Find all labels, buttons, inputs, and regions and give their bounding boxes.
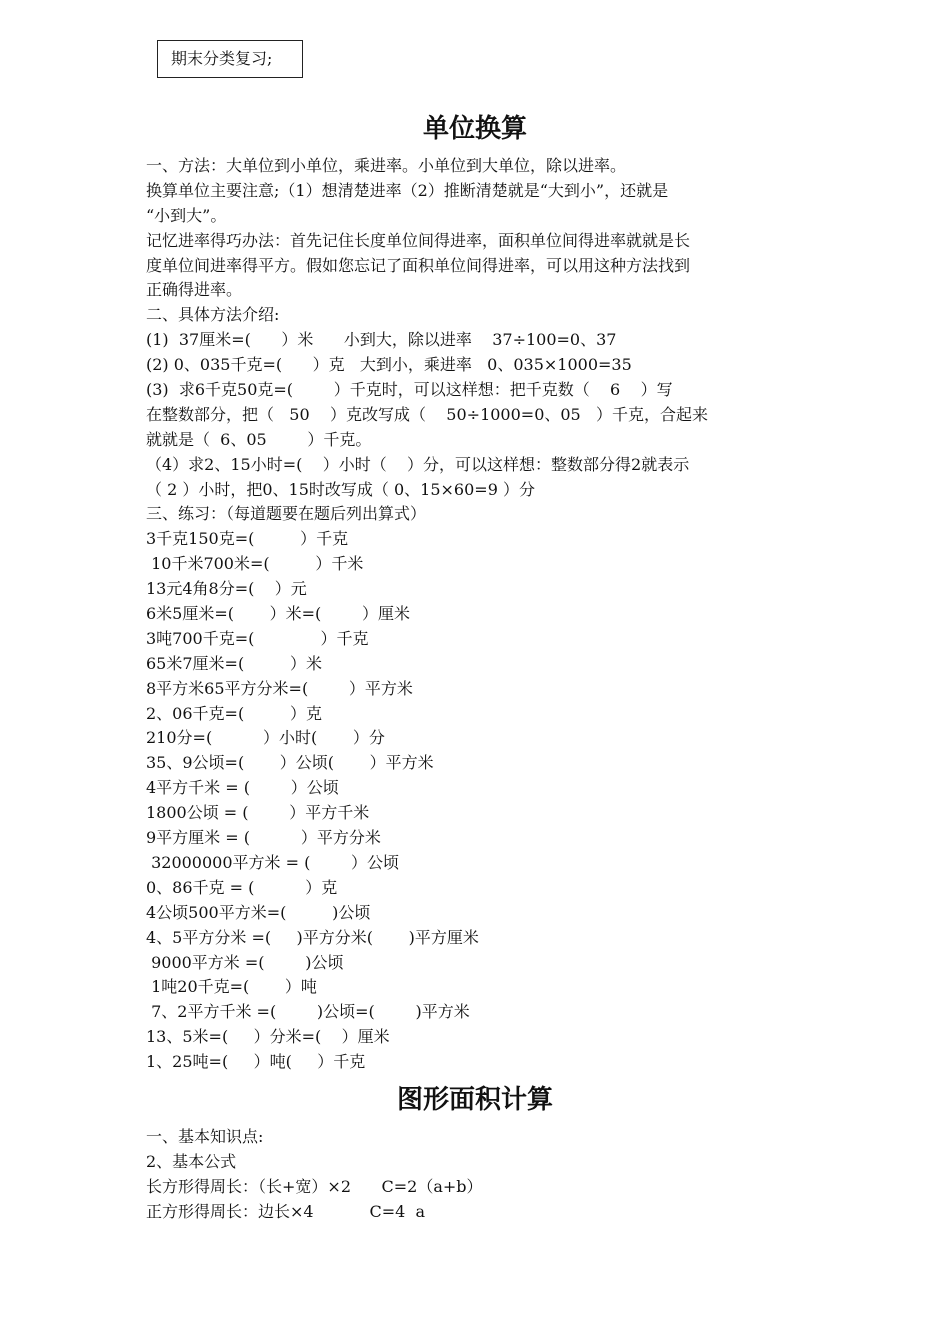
text-line: 4、5平方分米 =( )平方分米( )平方厘米 <box>146 927 479 947</box>
text-line: 在整数部分，把（ 50 ）克改写成（ 50÷1000=0、05 ）千克，合起来 <box>146 404 708 424</box>
text-line: 换算单位主要注意;（1）想清楚进率（2）推断清楚就是“大到小”，还就是 <box>146 180 669 200</box>
text-line: 210分=( ）小时( ）分 <box>146 728 385 748</box>
text-line: (3) 求6千克50克=( ）千克时，可以这样想：把千克数（ 6 ）写 <box>146 380 673 400</box>
text-line: (1) 37厘米=( ）米 小到大，除以进率 37÷100=0、37 <box>146 330 617 350</box>
text-line: 二、具体方法介绍: <box>146 305 280 325</box>
text-line: 7、2平方千米 =( )公顷=( )平方米 <box>146 1002 470 1022</box>
area-calculation-text <box>146 1125 810 1225</box>
text-line: 8平方米65平方分米=( ）平方米 <box>146 678 413 698</box>
text-line: 9平方厘米 = ( ）平方分米 <box>146 828 381 848</box>
text-line: 10千米700米=( ）千米 <box>146 554 364 574</box>
section-title-unit-conversion: 单位换算 <box>422 114 527 144</box>
text-line: 65米7厘米=( ）米 <box>146 653 322 673</box>
unit-conversion-text <box>146 154 810 1075</box>
text-line: 35、9公顷=( ）公顷( ）平方米 <box>146 753 434 773</box>
text-line: 三、练习：（每道题要在题后列出算式） <box>146 504 427 524</box>
text-line: （ 2 ）小时，把0、15时改写成（ 0、15×60=9 ）分 <box>146 479 535 499</box>
text-line: (2) 0、035千克=( ）克 大到小，乘进率 0、035×1000=35 <box>146 355 632 375</box>
text-line: 就就是（ 6、05 ）千克。 <box>146 429 372 449</box>
header-box-label: 期末分类复习; <box>157 40 303 78</box>
text-line: 正方形得周长：边长×4 C=4 a <box>146 1201 426 1221</box>
text-line: （4）求2、15小时=( ）小时（ ）分，可以这样想：整数部分得2就表示 <box>146 454 690 474</box>
text-line: 1800公顷 = ( ）平方千米 <box>146 803 370 823</box>
text-line: 3千克150克=( ）千克 <box>146 529 349 549</box>
section-title-area-calculation: 图形面积计算 <box>396 1085 553 1115</box>
text-line: 32000000平方米 = ( ）公顷 <box>146 852 400 872</box>
text-line: 9000平方米 =( )公顷 <box>146 952 344 972</box>
text-line: 一、基本知识点: <box>146 1127 264 1146</box>
text-line: 4公顷500平方米=( )公顷 <box>146 902 371 922</box>
text-line: 2、06千克=( ）克 <box>146 703 322 723</box>
text-line: 正确得进率。 <box>146 280 243 300</box>
text-line: 4平方千米 = ( ）公顷 <box>146 778 339 798</box>
text-line: 3吨700千克=( ）千克 <box>146 628 369 648</box>
text-line: 13、5米=( ）分米=( ）厘米 <box>146 1027 390 1047</box>
text-line: 记忆进率得巧办法：首先记住长度单位间得进率，面积单位间得进率就就是长 <box>146 230 691 250</box>
text-line: 一、方法：大单位到小单位，乘进率。小单位到大单位，除以进率。 <box>146 156 627 175</box>
text-line: 1吨20千克=( ）吨 <box>146 977 317 997</box>
text-line: 0、86千克 = ( ）克 <box>146 877 338 897</box>
text-line: “小到大”。 <box>146 205 227 225</box>
text-line: 长方形得周长：（长+宽）×2 C=2（a+b） <box>146 1176 483 1196</box>
text-line: 6米5厘米=( ）米=( ）厘米 <box>146 604 410 624</box>
text-line: 度单位间进率得平方。假如您忘记了面积单位间得进率，可以用这种方法找到 <box>146 255 691 275</box>
text-line: 1、25吨=( ）吨( ）千克 <box>146 1052 366 1072</box>
text-line: 2、基本公式 <box>146 1151 237 1171</box>
text-line: 13元4角8分=( ）元 <box>146 579 307 599</box>
